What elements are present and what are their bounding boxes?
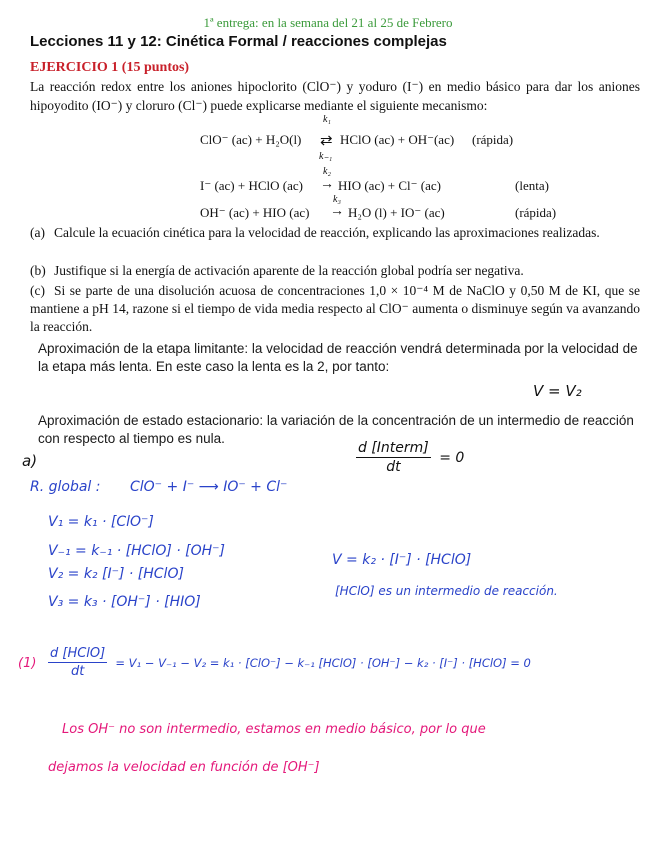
question-c-text: Si se parte de una disolución acuosa de concentraciones 1,0 × 10⁻⁴ M de NaClO y 0,50 M de KI, que se mantiene a pH 14, razone si el tiempo de vida media respecto al ClO⁻ aumenta o disminuye según va avanzando la reacción. xyxy=(30,283,640,334)
step-3-k: k₃ xyxy=(333,194,341,205)
rate-v3: V₃ = k₃ · [OH⁻] · [HIO] xyxy=(48,594,201,610)
rate-v1: V₁ = k₁ · [ClO⁻] xyxy=(48,514,154,530)
rate-definition: V = k₂ · [I⁻] · [HClO] xyxy=(332,552,472,568)
question-b-text: Justifique si la energía de activación aparente de la reacción global podría ser negativa. xyxy=(54,263,524,278)
intermediate-note: [HClO] es un intermedio de reacción. xyxy=(335,584,558,598)
steady-state-numerator: d [Interm] xyxy=(358,440,429,456)
oh-note-line-2: dejamos la velocidad en función de [OH⁻] xyxy=(48,760,320,775)
rate-v-minus-1: V₋₁ = k₋₁ · [HClO] · [OH⁻] xyxy=(48,543,226,559)
step-2-tag: (lenta) xyxy=(515,178,549,193)
question-b-label: (b) xyxy=(30,263,46,278)
question-a xyxy=(30,224,640,242)
question-c xyxy=(30,282,640,336)
step-1-rhs: HClO (ac) + OH⁻(ac) xyxy=(340,132,455,147)
question-c-label: (c) xyxy=(30,283,45,298)
step-1-arrow: ⇄ xyxy=(320,133,333,149)
step-1-tag: (rápida) xyxy=(472,132,514,147)
question-b xyxy=(30,262,640,280)
equation-1-numerator: d [HClO] xyxy=(50,646,106,661)
lesson-title: Lecciones 11 y 12: Cinética Formal / reacciones complejas xyxy=(30,33,447,50)
step-1-k-forward: k₁ xyxy=(323,114,331,125)
step-2-rhs: HIO (ac) + Cl⁻ (ac) xyxy=(338,178,441,193)
step-2-k: k₂ xyxy=(323,166,331,177)
step-1-lhs: ClO⁻ (ac) + H₂O(l) xyxy=(200,132,302,147)
steady-state-rhs: = 0 xyxy=(439,449,465,466)
equation-1-rhs: = V₁ − V₋₁ − V₂ = k₁ · [ClO⁻] − k₋₁ [HClO] · [OH⁻] − k₂ · [I⁻] · [HClO] = 0 xyxy=(115,655,531,670)
step-2-lhs: I⁻ (ac) + HClO (ac) xyxy=(200,178,303,193)
question-a-label: (a) xyxy=(30,225,45,240)
equation-number: (1) xyxy=(18,656,37,671)
step-3-arrow: → xyxy=(330,204,344,219)
step-3-tag: (rápida) xyxy=(515,205,557,220)
step-2-arrow: → xyxy=(320,177,334,192)
rate-v2: V₂ = k₂ [I⁻] · [HClO] xyxy=(48,566,184,582)
step-1-k-reverse: k₋₁ xyxy=(319,151,333,162)
v-equals-v2: V = V₂ xyxy=(533,382,582,400)
steady-state-text: Aproximación de estado estacionario: la variación de la concentración de un intermedio de reacción con respecto al tiempo es nula. xyxy=(38,413,634,446)
equation-1-denominator: dt xyxy=(70,664,85,679)
steady-state-denominator: dt xyxy=(386,459,401,475)
oh-note-line-1: Los OH⁻ no son intermedio, estamos en medio básico, por lo que xyxy=(62,722,486,737)
step-3-lhs: OH⁻ (ac) + HIO (ac) xyxy=(200,205,310,220)
exercise-title: EJERCICIO 1 (15 puntos) xyxy=(30,60,190,75)
steady-state-formula xyxy=(356,440,464,475)
equation-1 xyxy=(48,646,531,679)
question-a-text: Calcule la ecuación cinética para la velocidad de reacción, explicando las aproximaciones realizadas. xyxy=(54,225,600,240)
exercise-intro: La reacción redox entre los aniones hipoclorito (ClO⁻) y yoduro (I⁻) en medio básico para dar los aniones hipoyodito (IO⁻) y cloruro (Cl⁻) puede explicarse mediante el siguiente mecanismo: xyxy=(30,79,640,113)
limiting-step-text: Aproximación de la etapa limitante: la velocidad de reacción vendrá determinada por la velocidad de la etapa más lenta. En este caso la lenta es la 2, por tanto: xyxy=(38,341,638,374)
global-reaction-equation: ClO⁻ + I⁻ ⟶ IO⁻ + Cl⁻ xyxy=(130,479,288,495)
delivery-note: 1ª entrega: en la semana del 21 al 25 de Febrero xyxy=(203,15,453,30)
step-3-rhs: H₂O (l) + IO⁻ (ac) xyxy=(348,205,445,220)
part-a-label: a) xyxy=(22,452,38,470)
global-reaction-label: R. global : xyxy=(30,479,101,495)
